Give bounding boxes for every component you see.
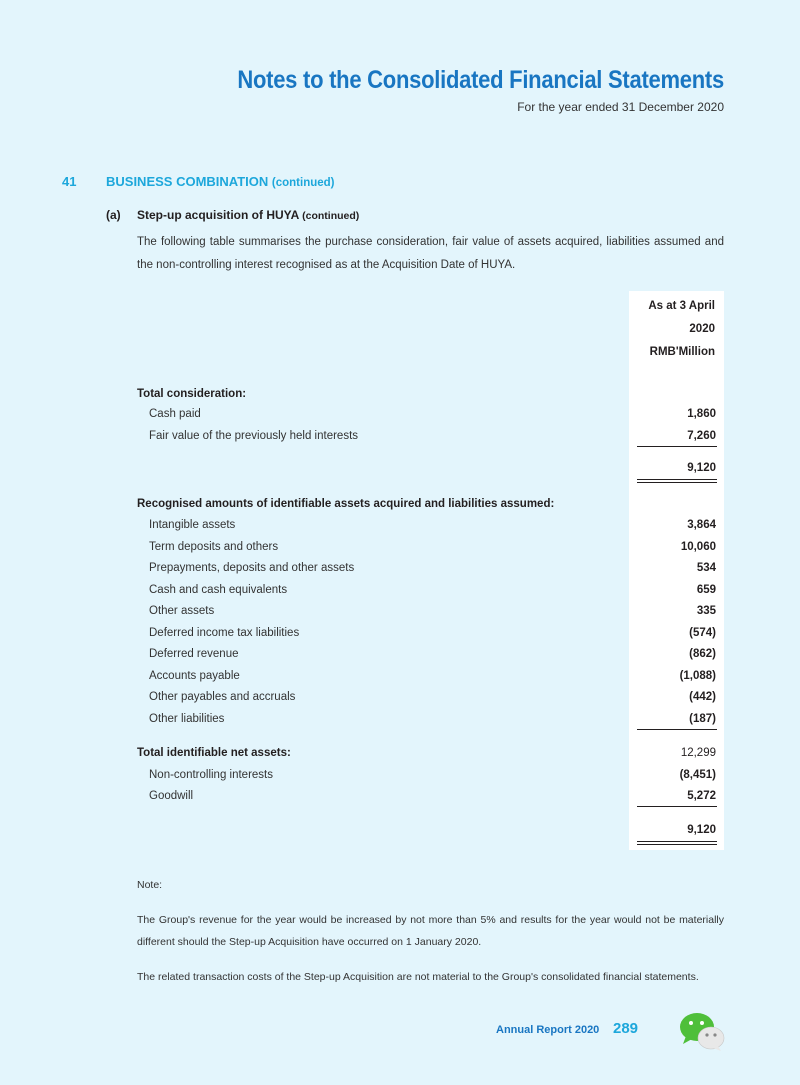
net-assets-label: Total identifiable net assets: (137, 747, 291, 759)
row-value: (442) (689, 691, 716, 703)
row-label: Intangible assets (149, 519, 236, 531)
column-header-unit: RMB'Million (649, 346, 715, 358)
total-consideration-label: Total consideration: (137, 388, 247, 400)
row-label: Other assets (149, 605, 215, 617)
row-value: 10,060 (680, 541, 716, 553)
intro-paragraph: The following table summarises the purchase consideration, fair value of assets acquired, liabilities assumed and the non-controlling interest recognised as at the Acquisition Date of HUYA. (137, 236, 724, 271)
row-label: Non-controlling interests (149, 769, 274, 781)
subsection-title (137, 208, 359, 222)
row-value: (862) (689, 648, 716, 660)
row-label: Cash paid (149, 408, 201, 420)
recognised-amounts-label: Recognised amounts of identifiable assets acquired and liabilities assumed: (137, 498, 555, 510)
page-subtitle: For the year ended 31 December 2020 (517, 100, 724, 114)
note-label: Note: (137, 879, 163, 891)
row-label: Deferred income tax liabilities (149, 627, 300, 639)
row-label: Cash and cash equivalents (149, 584, 288, 596)
subsection-title-text: Step-up acquisition of HUYA (137, 208, 299, 222)
row-value: 1,860 (687, 408, 716, 420)
page-number: 289 (613, 1020, 639, 1037)
subsection-continued: (continued) (302, 210, 360, 222)
subtotal-rule (637, 806, 717, 807)
total-double-rule (637, 841, 717, 845)
section-title (106, 174, 335, 189)
row-value: (574) (689, 627, 716, 639)
page-title: Notes to the Consolidated Financial Statements (237, 66, 724, 94)
row-value: 659 (696, 584, 716, 596)
row-value: (8,451) (679, 769, 716, 781)
row-label: Prepayments, deposits and other assets (149, 562, 355, 574)
row-value: (187) (689, 713, 716, 725)
row-value: 335 (696, 605, 716, 617)
section-title-text: BUSINESS COMBINATION (106, 174, 269, 189)
net-assets-value: 12,299 (680, 747, 716, 759)
column-header-year: 2020 (689, 323, 715, 335)
consideration-total: 9,120 (687, 462, 716, 474)
section-number: 41 (62, 174, 77, 189)
note-paragraph: The Group's revenue for the year would be increased by not more than 5% and results for the year would not be materially different should the Step-up Acquisition have occurred on 1 January 2020. (137, 914, 724, 948)
subsection-number: (a) (106, 208, 121, 222)
row-label: Deferred revenue (149, 648, 239, 660)
subtotal-rule (637, 446, 717, 447)
row-label: Term deposits and others (149, 541, 279, 553)
section-continued: (continued) (271, 177, 335, 189)
column-header-date: As at 3 April (648, 300, 715, 312)
subtotal-rule (637, 729, 717, 730)
row-value: 7,260 (687, 430, 716, 442)
row-value: (1,088) (679, 670, 716, 682)
note-paragraph: The related transaction costs of the Step-up Acquisition are not material to the Group's consolidated financial statements. (137, 971, 699, 983)
row-value: 5,272 (687, 790, 716, 802)
total-double-rule (637, 479, 717, 483)
row-label: Fair value of the previously held interests (149, 430, 359, 442)
row-label: Goodwill (149, 790, 194, 802)
row-value: 534 (696, 562, 716, 574)
row-value: 3,864 (687, 519, 716, 531)
row-label: Other payables and accruals (149, 691, 296, 703)
row-label: Accounts payable (149, 670, 240, 682)
wechat-logo-icon (678, 1011, 726, 1051)
row-label: Other liabilities (149, 713, 225, 725)
final-total: 9,120 (687, 824, 716, 836)
footer-report-title: Annual Report 2020 (496, 1024, 600, 1036)
